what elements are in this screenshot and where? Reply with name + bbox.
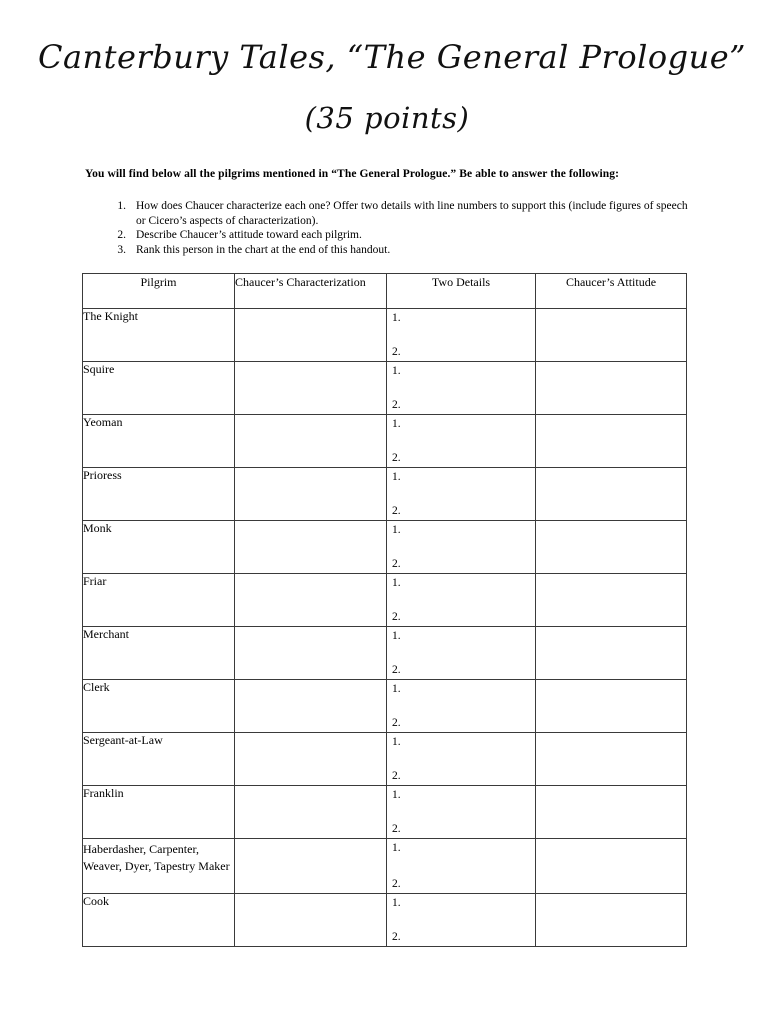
table-row (83, 468, 687, 521)
points-subtitle: (35 points) (304, 101, 470, 135)
table-body (83, 309, 687, 947)
cell-two-details-blank[interactable] (387, 839, 536, 894)
cell-characterization-blank[interactable] (235, 468, 387, 521)
task-number-2: 2. (117, 229, 126, 241)
task-text-3: Rank this person in the chart at the end of this handout. (136, 243, 391, 256)
table-row (83, 680, 687, 733)
cell-two-details-blank[interactable] (387, 362, 536, 415)
pilgrim-chart (82, 273, 687, 947)
cell-pilgrim-name: Yeoman (83, 415, 235, 468)
detail-marker-2: 2. (392, 878, 401, 890)
detail-marker-1: 1. (392, 577, 401, 589)
table-row (83, 733, 687, 786)
cell-two-details-blank[interactable] (387, 786, 536, 839)
task-text-1: How does Chaucer characterize each one? Offer two details with line numbers to support this (include figures of speech or Cicero’s aspects of characterization). (136, 200, 688, 227)
detail-marker-2: 2. (392, 399, 401, 411)
table-row (83, 309, 687, 362)
table-row (83, 362, 687, 415)
detail-marker-2: 2. (392, 558, 401, 570)
document-title-block (0, 36, 768, 138)
cell-pilgrim-name: Franklin (83, 786, 235, 839)
detail-marker-1: 1. (392, 418, 401, 430)
cell-characterization-blank[interactable] (235, 894, 387, 947)
cell-two-details-blank[interactable] (387, 733, 536, 786)
detail-marker-2: 2. (392, 611, 401, 623)
table-row (83, 574, 687, 627)
cell-characterization-blank[interactable] (235, 309, 387, 362)
cell-characterization-blank[interactable] (235, 415, 387, 468)
task-list (110, 199, 690, 257)
task-text-2: Describe Chaucer’s attitude toward each pilgrim. (136, 229, 362, 241)
detail-marker-2: 2. (392, 346, 401, 358)
detail-marker-1: 1. (392, 842, 401, 854)
column-header-characterization: Chaucer’s Characterization (235, 274, 387, 309)
cell-attitude-blank[interactable] (536, 839, 687, 894)
cell-characterization-blank[interactable] (235, 680, 387, 733)
table-row (83, 521, 687, 574)
cell-attitude-blank[interactable] (536, 415, 687, 468)
cell-attitude-blank[interactable] (536, 894, 687, 947)
table-row (83, 786, 687, 839)
cell-attitude-blank[interactable] (536, 680, 687, 733)
table-row (83, 627, 687, 680)
detail-marker-2: 2. (392, 505, 401, 517)
task-item-2 (110, 228, 690, 243)
cell-characterization-blank[interactable] (235, 362, 387, 415)
cell-characterization-blank[interactable] (235, 574, 387, 627)
detail-marker-1: 1. (392, 897, 401, 909)
cell-characterization-blank[interactable] (235, 733, 387, 786)
cell-two-details-blank[interactable] (387, 309, 536, 362)
cell-pilgrim-name: Cook (83, 894, 235, 947)
detail-marker-1: 1. (392, 524, 401, 536)
task-item-1 (110, 199, 690, 228)
column-header-two-details: Two Details (387, 274, 536, 309)
cell-attitude-blank[interactable] (536, 362, 687, 415)
cell-two-details-blank[interactable] (387, 627, 536, 680)
detail-marker-2: 2. (392, 770, 401, 782)
cell-two-details-blank[interactable] (387, 680, 536, 733)
detail-marker-2: 2. (392, 664, 401, 676)
cell-attitude-blank[interactable] (536, 468, 687, 521)
cell-pilgrim-name: Sergeant-at-Law (83, 733, 235, 786)
cell-pilgrim-name: Haberdasher, Carpenter, Weaver, Dyer, Tapestry Maker (83, 839, 235, 894)
cell-two-details-blank[interactable] (387, 521, 536, 574)
cell-two-details-blank[interactable] (387, 894, 536, 947)
table-header-row (83, 274, 687, 309)
cell-attitude-blank[interactable] (536, 574, 687, 627)
detail-marker-1: 1. (392, 630, 401, 642)
cell-characterization-blank[interactable] (235, 627, 387, 680)
cell-pilgrim-name: Prioress (83, 468, 235, 521)
intro-paragraph: You will find below all the pilgrims mentioned in “The General Prologue.” Be able to answer the following: (85, 168, 620, 180)
detail-marker-1: 1. (392, 312, 401, 324)
cell-attitude-blank[interactable] (536, 733, 687, 786)
cell-characterization-blank[interactable] (235, 521, 387, 574)
table-row (83, 839, 687, 894)
cell-two-details-blank[interactable] (387, 415, 536, 468)
cell-attitude-blank[interactable] (536, 309, 687, 362)
cell-characterization-blank[interactable] (235, 786, 387, 839)
cell-attitude-blank[interactable] (536, 521, 687, 574)
detail-marker-2: 2. (392, 717, 401, 729)
cell-characterization-blank[interactable] (235, 839, 387, 894)
detail-marker-1: 1. (392, 365, 401, 377)
detail-marker-2: 2. (392, 452, 401, 464)
task-item-3 (110, 243, 690, 258)
cell-pilgrim-name: Merchant (83, 627, 235, 680)
cell-pilgrim-name: Squire (83, 362, 235, 415)
cell-pilgrim-name: Clerk (83, 680, 235, 733)
detail-marker-2: 2. (392, 931, 401, 943)
detail-marker-2: 2. (392, 823, 401, 835)
column-header-attitude: Chaucer’s Attitude (536, 274, 687, 309)
detail-marker-1: 1. (392, 471, 401, 483)
table-row (83, 415, 687, 468)
detail-marker-1: 1. (392, 736, 401, 748)
page-title: Canterbury Tales, “The General Prologue” (37, 38, 746, 76)
task-number-3: 3. (117, 243, 126, 256)
task-number-1: 1. (117, 200, 126, 212)
cell-attitude-blank[interactable] (536, 786, 687, 839)
detail-marker-1: 1. (392, 683, 401, 695)
cell-pilgrim-name: Friar (83, 574, 235, 627)
detail-marker-1: 1. (392, 789, 401, 801)
cell-two-details-blank[interactable] (387, 574, 536, 627)
cell-pilgrim-name: The Knight (83, 309, 235, 362)
column-header-pilgrim: Pilgrim (83, 274, 235, 309)
cell-attitude-blank[interactable] (536, 627, 687, 680)
table-row (83, 894, 687, 947)
cell-two-details-blank[interactable] (387, 468, 536, 521)
cell-pilgrim-name: Monk (83, 521, 235, 574)
